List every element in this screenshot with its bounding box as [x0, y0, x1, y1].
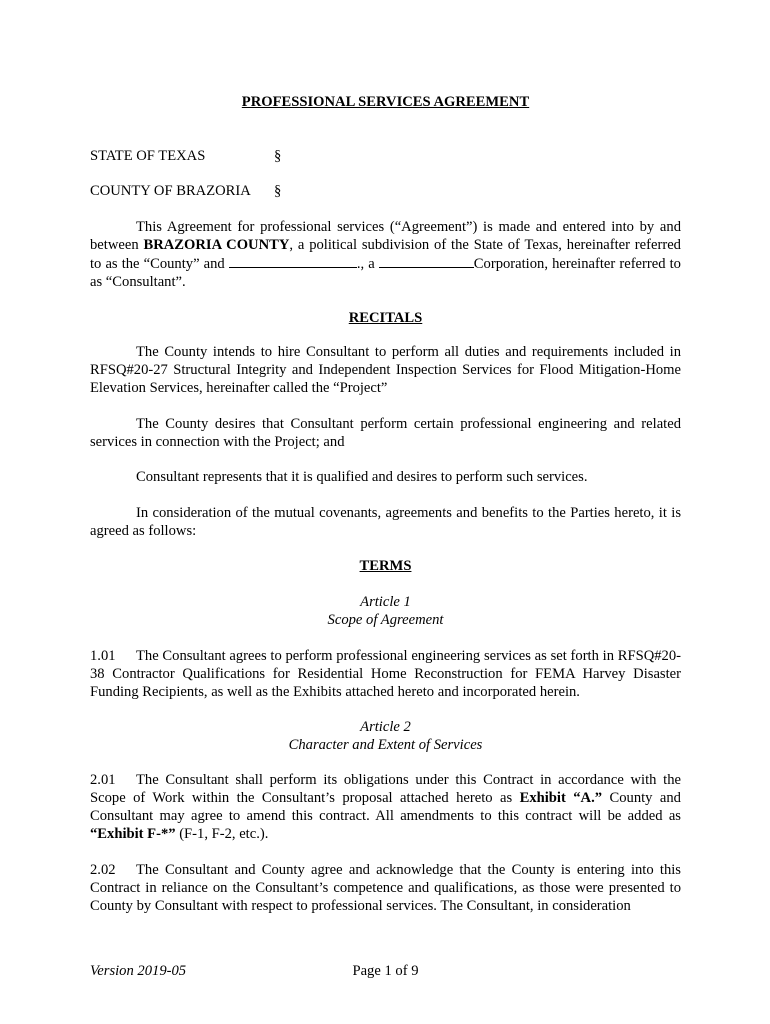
recital-paragraph: The County intends to hire Consultant to perform all duties and requirements included in RFSQ#20-27 Structural Integrity and Independent Inspection Services for Flood Mitigation-Home Elevation Services, hereinafter called the “Project”: [90, 344, 681, 396]
recital-paragraph: In consideration of the mutual covenants, agreements and benefits to the Parties hereto, it is agreed as follows:: [90, 505, 681, 539]
article-2-number: Article 2: [360, 719, 411, 735]
article-2-title: Character and Extent of Services: [288, 737, 483, 753]
section-symbol: §: [274, 148, 282, 164]
document-title: PROFESSIONAL SERVICES AGREEMENT: [241, 94, 530, 110]
county-name: BRAZORIA COUNTY: [143, 237, 290, 253]
venue-county-row: [90, 182, 681, 200]
footer-page-number: Page 1 of 9: [352, 963, 419, 979]
section-2-01: 2.01 The Consultant shall perform its obligations under this Contract in accordance with the Scope of Work within the Consultant’s proposal attached hereto as Exhibit “A.” County and Consultant may agree to amend this contract. All amendments to this contract will be added as “Exhibit F-*” (F-1, F-2, etc.).: [90, 772, 681, 842]
article-1-title: Scope of Agreement: [327, 612, 444, 628]
venue-state-row: [90, 147, 681, 165]
section-2-02: 2.02 The Consultant and County agree and acknowledge that the County is entering into this Contract in reliance on the Consultant’s competence and qualifications, as those were presented to County by Consultant with respect to professional services. The Consultant, in consideration: [90, 862, 681, 914]
corporation-state-blank[interactable]: [379, 254, 474, 268]
recital-paragraph: Consultant represents that it is qualified and desires to perform such services.: [136, 469, 588, 485]
exhibit-a-ref: Exhibit “A.”: [519, 790, 603, 806]
venue-state: STATE OF TEXAS: [90, 148, 206, 164]
recitals-heading: RECITALS: [348, 310, 423, 326]
article-1-number: Article 1: [360, 594, 411, 610]
intro-paragraph: This Agreement for professional services (“Agreement”) is made and entered into by and between BRAZORIA COUNTY, a political subdivision of the State of Texas, hereinafter referred to as the “County” and ., a Corporation, hereinafter referred to as “Consultant”.: [90, 219, 681, 290]
venue-county: COUNTY OF BRAZORIA: [90, 183, 251, 199]
document-page: [90, 0, 681, 1024]
consultant-name-blank[interactable]: [229, 254, 357, 268]
terms-heading: TERMS: [359, 558, 412, 574]
exhibit-f-ref: “Exhibit F-*”: [90, 826, 176, 842]
section-1-01: 1.01 The Consultant agrees to perform professional engineering services as set forth in RFSQ#20-38 Contractor Qualifications for Residential Home Reconstruction for FEMA Harvey Disaster Funding Recipients, as well as the Exhibits attached hereto and incorporated herein.: [90, 648, 681, 700]
recital-paragraph: The County desires that Consultant perform certain professional engineering and related services in connection with the Project; and: [90, 416, 681, 450]
section-symbol: §: [274, 183, 282, 199]
footer-version: Version 2019-05: [90, 963, 187, 979]
